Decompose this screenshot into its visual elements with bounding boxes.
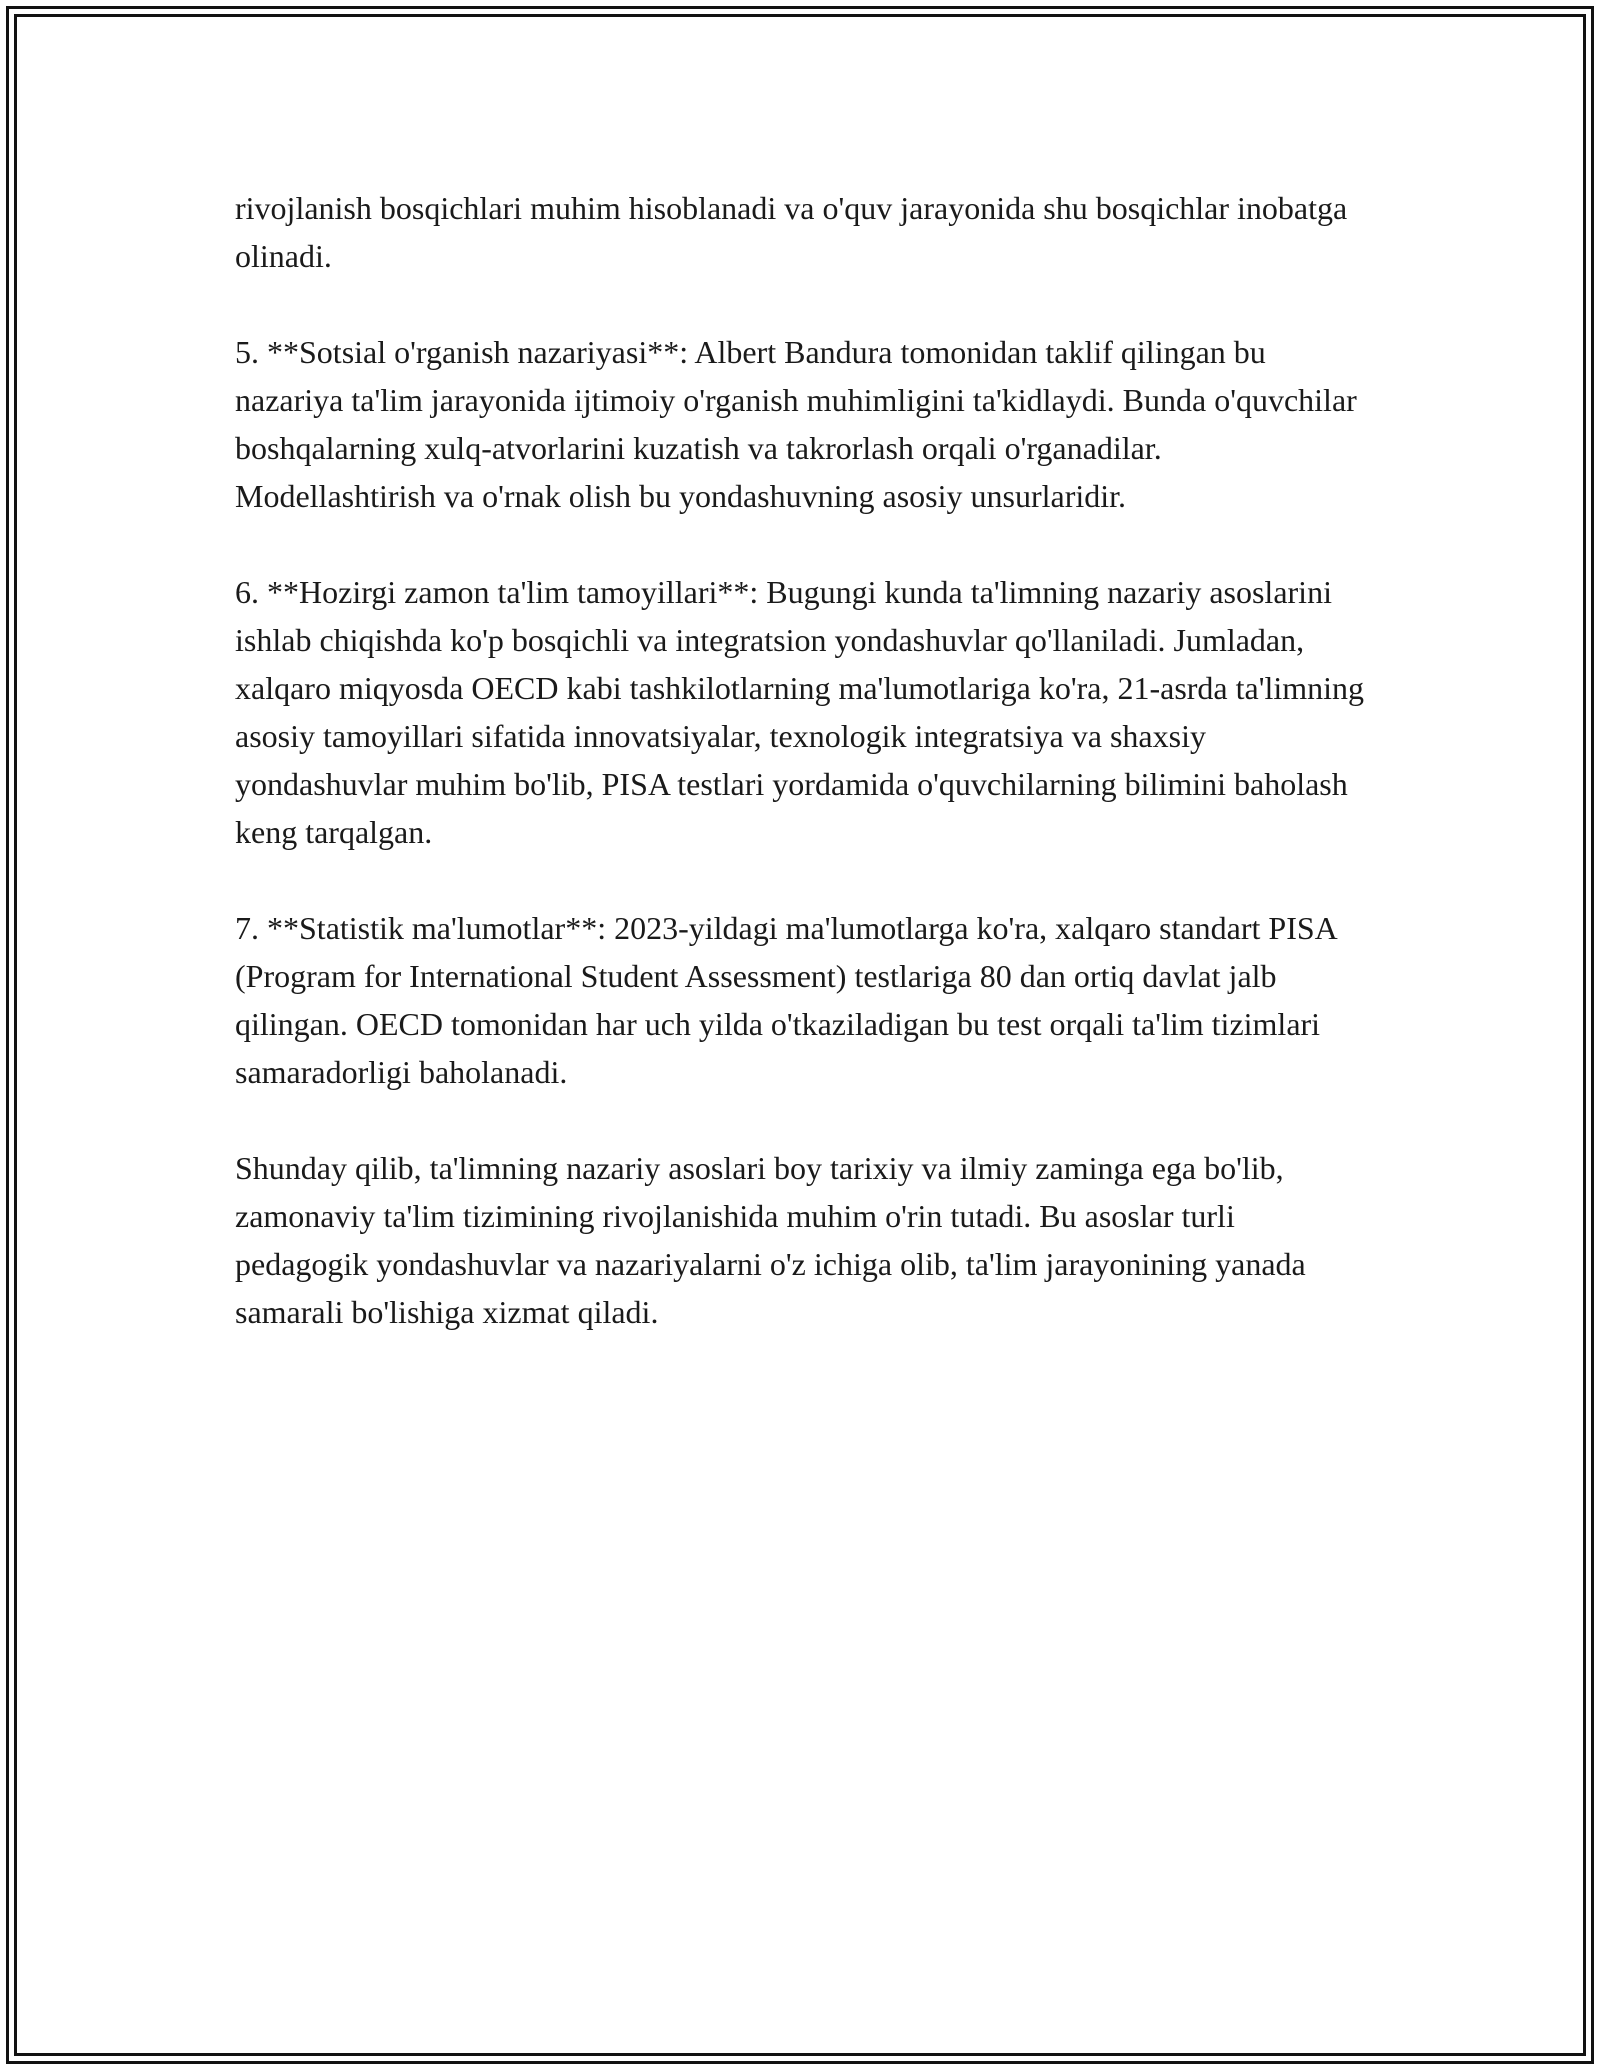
paragraph-continuation: rivojlanish bosqichlari muhim hisoblanadi va o'quv jarayonida shu bosqichlar inobatga olinadi.	[235, 190, 1348, 274]
paragraph-statistics: 7. **Statistik ma'lumotlar**: 2023-yildagi ma'lumotlarga ko'ra, xalqaro standart PISA (Program for International Student Assessment) testlariga 80 dan ortiq davlat jalb qilingan. OECD tomonidan har uch yilda o'tkaziladigan bu test orqali ta'lim tizimlari samaradorligi baholanadi.	[235, 910, 1336, 1090]
paragraph-social-learning-theory: 5. **Sotsial o'rganish nazariyasi**: Albert Bandura tomonidan taklif qilingan bu nazariya ta'lim jarayonida ijtimoiy o'rganish muhimligini ta'kidlaydi. Bunda o'quvchilar boshqalarning xulq-atvorlarini kuzatish va takrorlash orqali o'rganadilar. Modellashtirish va o'rnak olish bu yondashuvning asosiy unsurlaridir.	[235, 334, 1357, 514]
document-body	[235, 184, 1365, 1384]
paragraph-modern-principles: 6. **Hozirgi zamon ta'lim tamoyillari**: Bugungi kunda ta'limning nazariy asoslarini ishlab chiqishda ko'p bosqichli va integratsion yondashuvlar qo'llaniladi. Jumladan, xalqaro miqyosda OECD kabi tashkilotlarning ma'lumotlariga ko'ra, 21-asrda ta'limning asosiy tamoyillari sifatida innovatsiyalar, texnologik integratsiya va shaxsiy yondashuvlar muhim bo'lib, PISA testlari yordamida o'quvchilarning bilimini baholash keng tarqalgan.	[235, 574, 1365, 850]
paragraph-conclusion: Shunday qilib, ta'limning nazariy asoslari boy tarixiy va ilmiy zaminga ega bo'lib, zamonaviy ta'lim tizimining rivojlanishida muhim o'rin tutadi. Bu asoslar turli pedagogik yondashuvlar va nazariyalarni o'z ichiga olib, ta'lim jarayonining yanada samarali bo'lishiga xizmat qiladi.	[235, 1150, 1306, 1330]
